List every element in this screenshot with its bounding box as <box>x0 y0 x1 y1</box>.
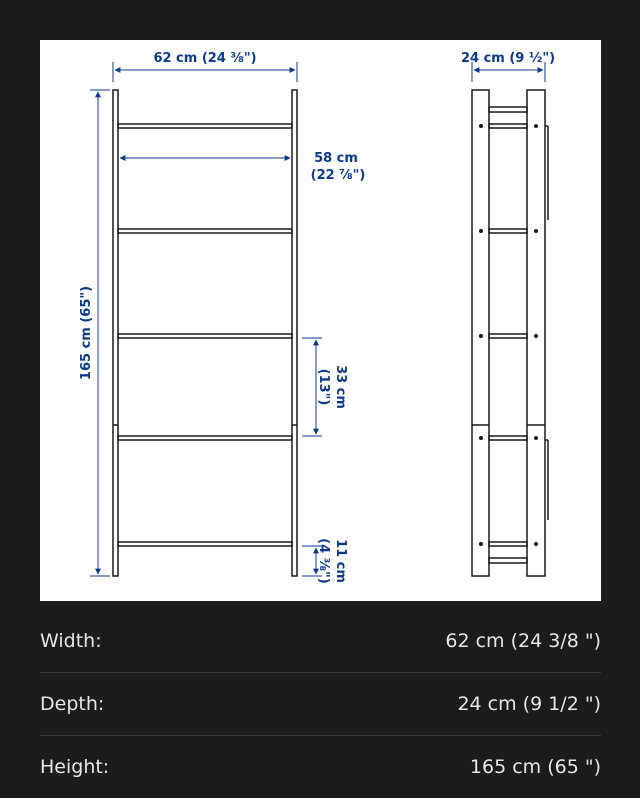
height-label: 165 cm (65") <box>79 285 94 381</box>
shelf-width-label-line1: 58 cm <box>314 151 358 166</box>
spec-row-width <box>40 610 601 673</box>
depth-label-text: Depth: <box>40 693 105 715</box>
front-right-post <box>292 90 297 576</box>
dimension-drawing <box>40 40 601 601</box>
front-view <box>113 90 297 576</box>
shelf-4 <box>118 436 292 440</box>
side-right-post <box>527 90 545 576</box>
dimension-lines <box>90 62 545 576</box>
front-left-post <box>113 90 118 576</box>
side-view-bolts <box>479 124 538 546</box>
depth-value: 24 cm (9 1/2 ") <box>457 693 601 715</box>
side-view <box>472 90 548 576</box>
spec-row-height <box>40 736 601 798</box>
shelf-3 <box>118 334 292 338</box>
shelf-2 <box>118 229 292 233</box>
width-label: 62 cm (24 ⅜") <box>153 51 257 66</box>
shelf-width-label-line2: (22 ⅞") <box>310 168 366 183</box>
bottom-gap-label-line1: 11 cm <box>333 539 348 583</box>
shelf-5 <box>118 542 292 546</box>
width-label-text: Width: <box>40 630 102 652</box>
height-value: 165 cm (65 ") <box>469 756 601 778</box>
height-label-text: Height: <box>40 756 110 778</box>
shelf-gap-label-line1: 33 cm <box>333 365 348 409</box>
shelf-gap-label-line2: (13") <box>316 368 331 406</box>
bottom-gap-label-line2: (4 ⅜") <box>316 538 331 584</box>
spec-row-depth <box>40 673 601 736</box>
dimension-diagram <box>40 40 601 601</box>
side-left-post <box>472 90 489 576</box>
depth-label: 24 cm (9 ½") <box>460 51 556 66</box>
shelf-1 <box>118 124 292 128</box>
width-value: 62 cm (24 3/8 ") <box>445 630 601 652</box>
product-dimensions-list <box>40 610 601 798</box>
